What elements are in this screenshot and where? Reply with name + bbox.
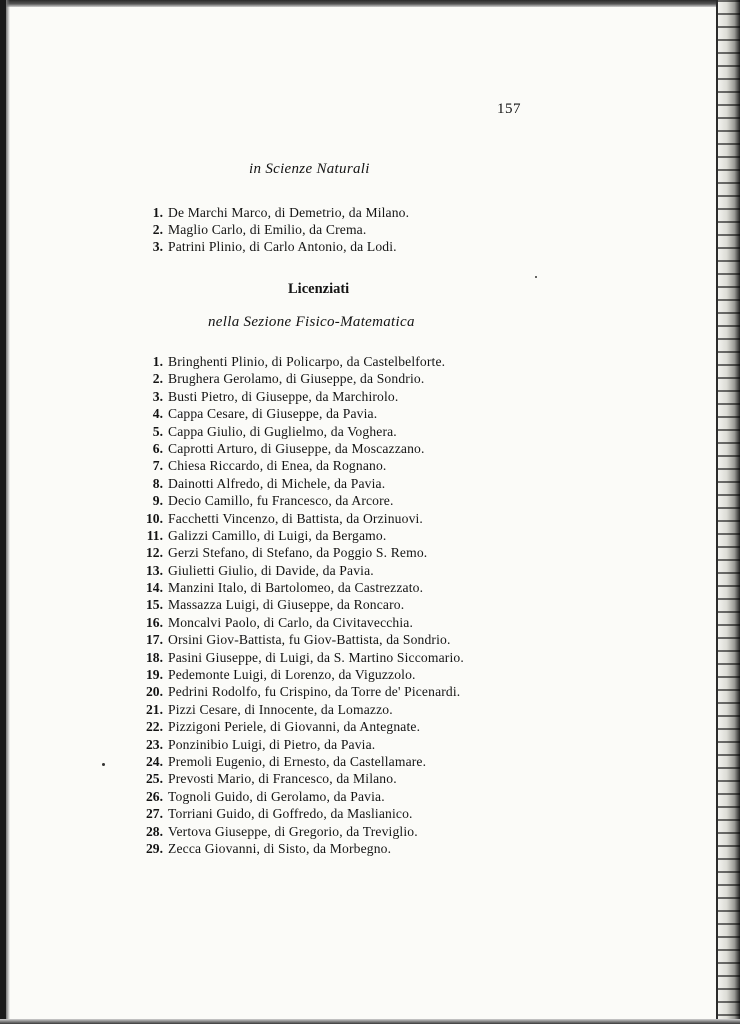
entry-text: Facchetti Vincenzo, di Battista, da Orzinuovi. <box>168 510 423 526</box>
entry-text: Giulietti Giulio, di Davide, da Pavia. <box>168 562 374 578</box>
entry-number: 23. <box>146 736 163 752</box>
entry-text: Gerzi Stefano, di Stefano, da Poggio S. Remo. <box>168 545 428 561</box>
entry-number: 11. <box>146 527 163 543</box>
entry-text: Premoli Eugenio, di Ernesto, da Castellamare. <box>168 753 427 769</box>
scienze-naturali-list <box>138 204 409 255</box>
list-item <box>138 788 464 805</box>
entry-text: Decio Camillo, fu Francesco, da Arcore. <box>168 493 394 509</box>
list-item <box>138 492 464 509</box>
list-item <box>138 388 464 405</box>
entry-number: 2. <box>152 371 163 387</box>
scan-bottom-edge <box>0 1019 740 1024</box>
list-item <box>138 736 464 753</box>
entry-text: Pedemonte Luigi, di Lorenzo, da Viguzzolo. <box>168 667 416 683</box>
entry-text: Chiesa Riccardo, di Enea, da Rognano. <box>168 458 387 474</box>
entry-number: 12. <box>146 545 163 561</box>
list-item <box>138 475 464 492</box>
entry-text: De Marchi Marco, di Demetrio, da Milano. <box>168 205 410 220</box>
entry-text: Orsini Giov-Battista, fu Giov-Battista, da Sondrio. <box>168 632 451 648</box>
list-item <box>138 840 464 857</box>
entry-text: Caprotti Arturo, di Giuseppe, da Moscazzano. <box>168 440 425 456</box>
list-item <box>138 353 464 370</box>
entry-number: 7. <box>152 458 163 474</box>
entry-text: Busti Pietro, di Giuseppe, da Marchirolo. <box>168 388 399 404</box>
entry-number: 9. <box>152 493 163 509</box>
list-item <box>138 440 464 457</box>
entry-text: Brughera Gerolamo, di Giuseppe, da Sondrio. <box>168 371 425 387</box>
list-item <box>138 204 409 221</box>
list-item <box>138 631 464 648</box>
entry-text: Manzini Italo, di Bartolomeo, da Castrezzato. <box>168 580 424 596</box>
list-item <box>138 718 464 735</box>
entry-number: 19. <box>146 667 163 683</box>
ink-speck <box>102 763 105 766</box>
list-item <box>138 770 464 787</box>
entry-text: Moncalvi Paolo, di Carlo, da Civitavecchia. <box>168 614 414 630</box>
entry-number: 17. <box>146 632 163 648</box>
entry-number: 22. <box>146 719 163 735</box>
list-item <box>138 596 464 613</box>
list-item <box>138 457 464 474</box>
entry-text: Pedrini Rodolfo, fu Crispino, da Torre de' Picenardi. <box>168 684 461 700</box>
entry-text: Prevosti Mario, di Francesco, da Milano. <box>168 771 397 787</box>
entry-text: Ponzinibio Luigi, di Pietro, da Pavia. <box>168 736 376 752</box>
entry-text: Cappa Cesare, di Giuseppe, da Pavia. <box>168 406 378 422</box>
entry-number: 20. <box>146 684 163 700</box>
section-heading-fisico-matematica: nella Sezione Fisico-Matematica <box>208 314 415 330</box>
entry-number: 21. <box>146 701 163 717</box>
entry-number: 3. <box>152 239 163 254</box>
list-item <box>138 805 464 822</box>
entry-number: 26. <box>146 788 163 804</box>
entry-number: 10. <box>146 510 163 526</box>
entry-number: 27. <box>146 806 163 822</box>
entry-number: 4. <box>152 406 163 422</box>
entry-number: 1. <box>152 205 163 220</box>
list-item <box>138 701 464 718</box>
page-number: 157 <box>497 101 521 117</box>
list-item <box>138 753 464 770</box>
entry-text: Zecca Giovanni, di Sisto, da Morbegno. <box>168 840 392 856</box>
licenziati-title: Licenziati <box>288 281 350 297</box>
list-item <box>138 510 464 527</box>
entry-text: Torriani Guido, di Goffredo, da Maslianico. <box>168 806 413 822</box>
section-heading-scienze-naturali: in Scienze Naturali <box>249 161 370 177</box>
entry-number: 24. <box>146 753 163 769</box>
entry-text: Cappa Giulio, di Guglielmo, da Voghera. <box>168 423 397 439</box>
entry-number: 15. <box>146 597 163 613</box>
entry-text: Vertova Giuseppe, di Gregorio, da Treviglio. <box>168 823 418 839</box>
list-item <box>138 544 464 561</box>
entry-text: Pizzi Cesare, di Innocente, da Lomazzo. <box>168 701 393 717</box>
entry-number: 6. <box>152 440 163 456</box>
ink-speck <box>535 276 537 278</box>
entry-number: 25. <box>146 771 163 787</box>
entry-number: 2. <box>152 222 163 237</box>
list-item <box>138 562 464 579</box>
entry-number: 14. <box>146 580 163 596</box>
entry-number: 28. <box>146 823 163 839</box>
entry-number: 3. <box>152 388 163 404</box>
entry-number: 8. <box>152 475 163 491</box>
entry-text: Massazza Luigi, di Giuseppe, da Roncaro. <box>168 597 405 613</box>
list-item <box>138 238 409 255</box>
list-item <box>138 614 464 631</box>
list-item <box>138 527 464 544</box>
list-item <box>138 405 464 422</box>
entry-number: 13. <box>146 562 163 578</box>
entry-number: 18. <box>146 649 163 665</box>
entry-number: 5. <box>152 423 163 439</box>
entry-text: Dainotti Alfredo, di Michele, da Pavia. <box>168 475 386 491</box>
list-item <box>138 579 464 596</box>
list-item <box>138 221 409 238</box>
entry-text: Galizzi Camillo, di Luigi, da Bergamo. <box>168 527 387 543</box>
entry-number: 29. <box>146 840 163 856</box>
scan-left-shadow <box>6 0 10 1024</box>
list-item <box>138 823 464 840</box>
entry-text: Pizzigoni Periele, di Giovanni, da Antegnate. <box>168 719 421 735</box>
entry-text: Bringhenti Plinio, di Policarpo, da Castelbelforte. <box>168 354 446 369</box>
entry-number: 1. <box>152 354 163 369</box>
scan-right-edge <box>718 0 740 1024</box>
list-item <box>138 423 464 440</box>
licenziati-list <box>138 353 464 857</box>
list-item <box>138 683 464 700</box>
list-item <box>138 370 464 387</box>
entry-number: 16. <box>146 614 163 630</box>
entry-text: Tognoli Guido, di Gerolamo, da Pavia. <box>168 788 385 804</box>
entry-text: Pasini Giuseppe, di Luigi, da S. Martino Siccomario. <box>168 649 464 665</box>
entry-text: Patrini Plinio, di Carlo Antonio, da Lodi. <box>168 239 397 254</box>
entry-text: Maglio Carlo, di Emilio, da Crema. <box>168 222 367 237</box>
scan-top-edge <box>0 0 740 7</box>
list-item <box>138 649 464 666</box>
list-item <box>138 666 464 683</box>
